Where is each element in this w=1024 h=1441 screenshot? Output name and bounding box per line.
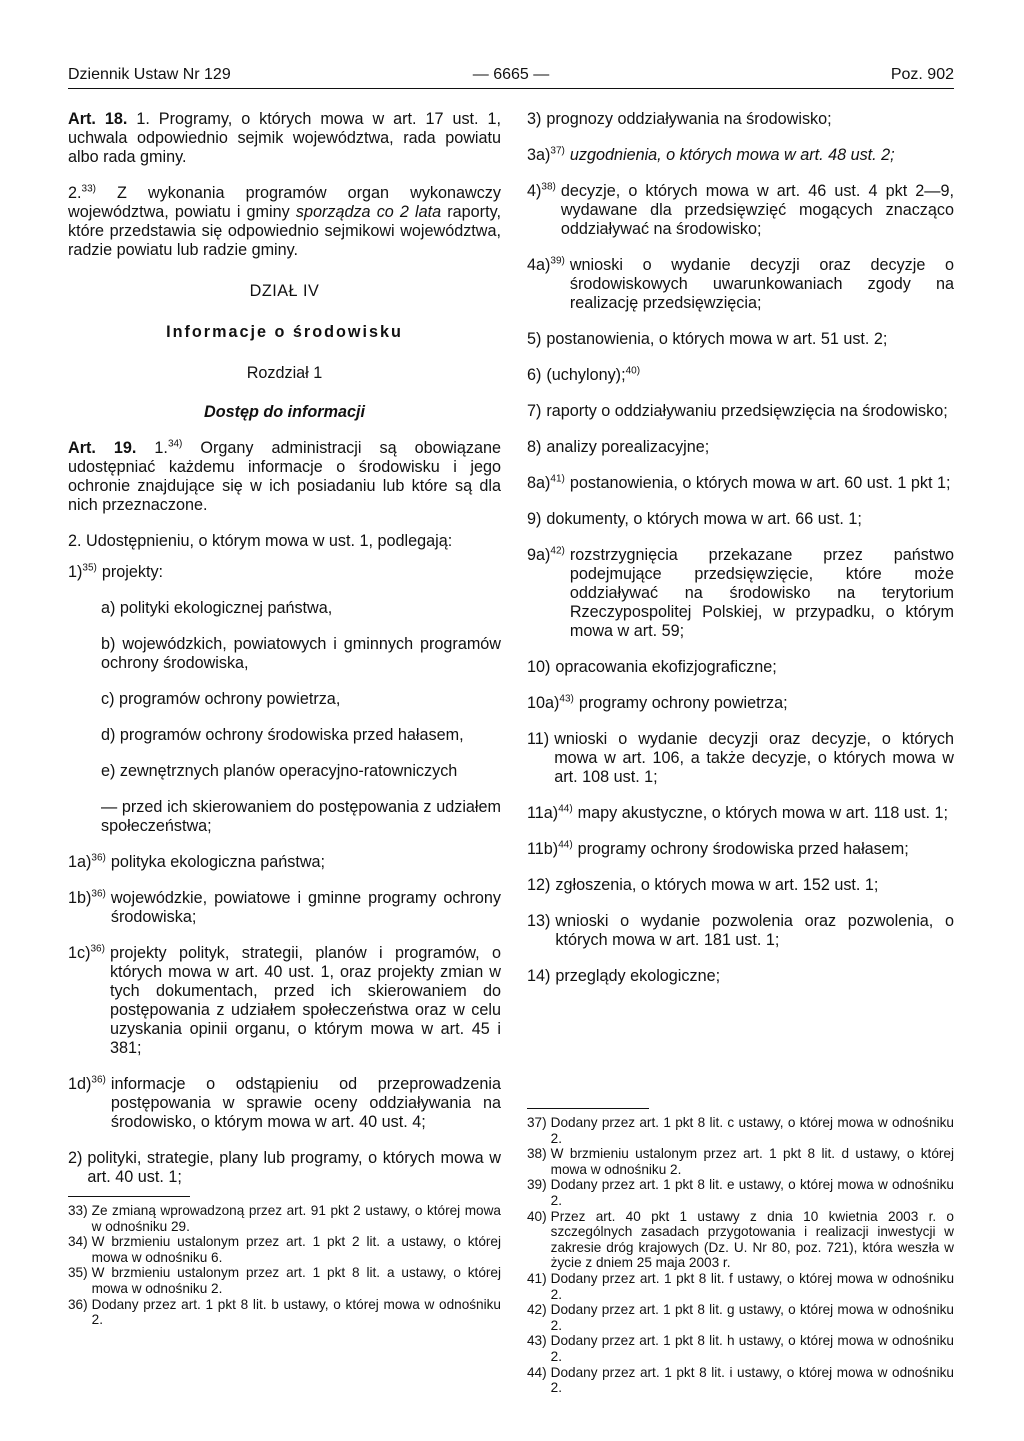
list-item: 7) raporty o oddziaływaniu przedsięwzięcia na środowisko; [527,402,948,420]
footnote: 42) Dodany przez art. 1 pkt 8 lit. g ustawy, o której mowa w odnośniku 2. [527,1302,954,1333]
left-footnotes [68,1196,501,1328]
list-item: 14) przeglądy ekologiczne; [527,967,721,985]
list-item: 12) zgłoszenia, o których mowa w art. 152 ust. 1; [527,876,879,894]
list-item: 8) analizy porealizacyjne; [527,438,710,456]
list-item: 10a)$^{43)}$ programy ochrony powietrza; [527,693,788,712]
list-item: 9a)$^{42)}$ rozstrzygnięcia przekazane przez państwo podejmujące przedsięwzięcie, które może oddziaływać na środowisko na terytorium Rzeczypospolitej Polskiej, w przypadku, o którym mowa w art. 59; [527,545,954,640]
list-subitem: c) programów ochrony powietrza, [101,690,341,708]
list-item: 8a)$^{41)}$ postanowienia, o których mowa w art. 60 ust. 1 pkt 1; [527,473,951,492]
footnote: 43) Dodany przez art. 1 pkt 8 lit. h ustawy, o której mowa w odnośniku 2. [527,1333,954,1364]
list-item: 1a)$^{36)}$ polityka ekologiczna państwa; [68,852,326,871]
page-header [68,64,954,89]
footnote: 44) Dodany przez art. 1 pkt 8 lit. i ustawy, o której mowa w odnośniku 2. [527,1364,954,1396]
list-item: 10) opracowania ekofizjograficzne; [527,658,777,676]
list-item: 4a)$^{39)}$ wnioski o wydanie decyzji oraz decyzje o środowiskowych uwarunkowaniach zgody na realizację przedsięwzięcia; [527,255,954,312]
list-item: 11) wnioski o wydanie decyzji oraz decyzje, o których mowa w art. 106, a także decyzje, o których mowa w art. 108 ust. 1; [527,730,954,786]
page-number: — 6665 — [472,66,550,83]
list-item: 13) wnioski o wydanie pozwolenia oraz pozwolenia, o których mowa w art. 181 ust. 1; [527,912,954,949]
list-item: 1c)$^{36)}$ projekty polityk, strategii, planów i programów, o których mowa w art. 40 ust. 1, oraz projekty zmian w tych dokumentach, przed ich skierowaniem do postępowania z udziałem społeczeństwa oraz w celu uzyskania opinii organu, o którym mowa w art. 45 i 381; [68,943,501,1057]
footnote: 41) Dodany przez art. 1 pkt 8 lit. f ustawy, o której mowa w odnośniku 2. [527,1270,954,1302]
list-item: 1b)$^{36)}$ wojewódzkie, powiatowe i gminne programy ochrony środowiska; [68,888,501,926]
art19-paragraph-1: Art. 19. 1.$^{34)}$ Organy administracji są obowiązane udostępniać każdemu informacje o środowisku i jego ochronie znajdujące się w ich posiadaniu lub które są dla nich przeznaczone. [68,438,501,514]
journal-title: Dziennik Ustaw Nr 129 [68,66,231,83]
footnote: 36) Dodany przez art. 1 pkt 8 lit. b ustawy, o której mowa w odnośniku 2. [68,1296,501,1328]
footnote: 34) W brzmieniu ustalonym przez art. 1 pkt 2 lit. a ustawy, o której mowa w odnośniku 6. [68,1234,501,1265]
art18-paragraph-2: 2.$^{33)}$ Z wykonania programów organ wykonawczy województwa, powiatu i gminy sporządza co 2 lata raporty, które przedstawia się odpowiednio sejmikowi województwa, radzie powiatu lub radzie gminy. [68,183,501,259]
list-item: 11b)$^{44)}$ programy ochrony środowiska przed hałasem; [527,839,909,858]
list-item: 1d)$^{36)}$ informacje o odstąpieniu od przeprowadzenia postępowania w sprawie oceny oddziaływania na środowisko, o którym mowa w art. 40 ust. 4; [68,1074,501,1131]
list-item: 3a)$^{37)}$ uzgodnienia, o których mowa w art. 48 ust. 2; [527,145,895,164]
list-subitem: b) wojewódzkich, powiatowych i gminnych programów ochrony środowiska, [101,635,501,672]
footnote: 35) W brzmieniu ustalonym przez art. 1 pkt 8 lit. a ustawy, o której mowa w odnośniku 2. [68,1265,501,1296]
list-item: 4)$^{38)}$ decyzje, o których mowa w art. 46 ust. 4 pkt 2—9, wydawane dla przedsięwzięć mogących znacząco oddziaływać na środowisko; [527,181,954,238]
list-item: 6) (uchylony);$^{40)}$ [527,365,641,384]
list-subitem: a) polityki ekologicznej państwa, [101,599,333,617]
right-column [527,110,954,986]
art19-paragraph-2: 2. Udostępnieniu, o którym mowa w ust. 1, podlegają: [68,532,453,550]
art18-paragraph-1: Art. 18. 1. Programy, o których mowa w art. 17 ust. 1, uchwala odpowiednio sejmik województwa, rada powiatu albo rada gminy. [68,110,501,166]
left-column [68,110,501,1187]
list-item: 9) dokumenty, o których mowa w art. 66 ust. 1; [527,510,862,528]
division-title: Informacje o środowisku [166,323,403,341]
footnote-divider [527,1108,649,1109]
chapter-title: Dostęp do informacji [204,403,365,421]
footnote: 33) Ze zmianą wprowadzoną przez art. 91 pkt 2 ustawy, o której mowa w odnośniku 29. [68,1203,501,1234]
position-number: Poz. 902 [890,66,954,83]
list-dash-note: — przed ich skierowaniem do postępowania z udziałem społeczeństwa; [101,798,501,835]
list-item: 11a)$^{44)}$ mapy akustyczne, o których mowa w art. 118 ust. 1; [527,803,949,822]
list-item: 3) prognozy oddziaływania na środowisko; [527,110,832,128]
division-heading: DZIAŁ IV [249,282,320,300]
footnote: 40) Przez art. 40 pkt 1 ustawy z dnia 10 kwietnia 2003 r. o szczególnych zasadach przygotowania i realizacji inwestycji w zakresie dróg krajowych (Dz. U. Nr 80, poz. 721), która weszła w życie z dniem 25 maja 2003 r. [527,1208,954,1271]
list-item: 1)$^{35)}$ projekty: [68,562,164,581]
footnote: 38) W brzmieniu ustalonym przez art. 1 pkt 8 lit. d ustawy, o której mowa w odnośniku 2. [527,1146,954,1177]
list-item: 5) postanowienia, o których mowa w art. 51 ust. 2; [527,330,888,348]
chapter-heading: Rozdział 1 [246,364,323,382]
list-subitem: e) zewnętrznych planów operacyjno-ratowniczych [101,762,458,780]
footnote: 37) Dodany przez art. 1 pkt 8 lit. c ustawy, o której mowa w odnośniku 2. [527,1115,954,1146]
footnote-divider [68,1196,190,1197]
right-footnotes [527,1108,954,1396]
list-item: 2) polityki, strategie, plany lub programy, o których mowa w art. 40 ust. 1; [68,1149,501,1186]
footnote: 39) Dodany przez art. 1 pkt 8 lit. e ustawy, o której mowa w odnośniku 2. [527,1177,954,1208]
list-subitem: d) programów ochrony środowiska przed hałasem, [101,726,464,744]
